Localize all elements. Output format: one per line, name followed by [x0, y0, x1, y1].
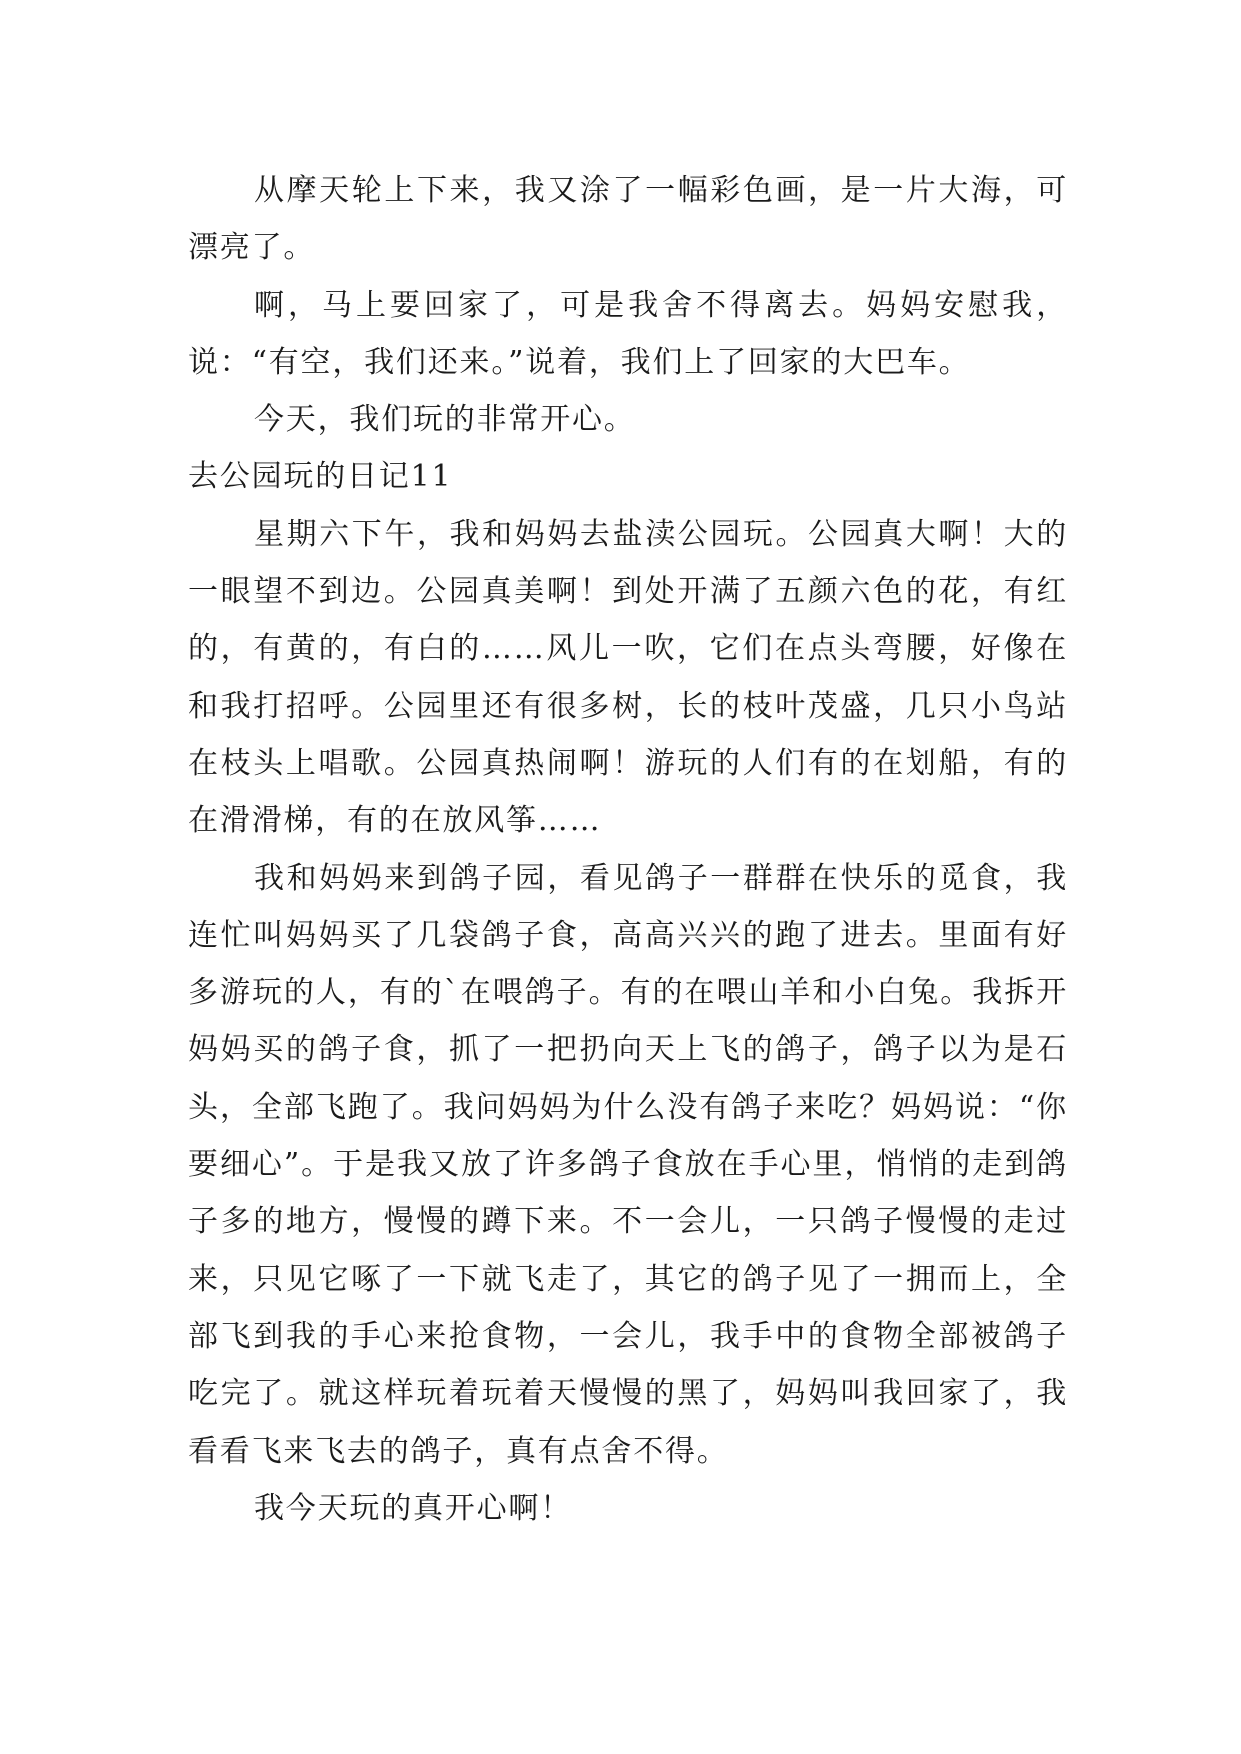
paragraph: 星期六下午，我和妈妈去盐渎公园玩。公园真大啊！大的一眼望不到边。公园真美啊！到处开满了五颜六色的花，有红的，有黄的，有白的……风儿一吹，它们在点头弯腰，好像在和我打招呼。公园里还有很多树，长的枝叶茂盛，几只小鸟站在枝头上唱歌。公园真热闹啊！游玩的人们有的在划船，有的在滑滑梯，有的在放风筝……	[188, 516, 1068, 839]
paragraph: 今天，我们玩的非常开心。	[254, 402, 636, 438]
paragraph: 我今天玩的真开心啊！	[254, 1490, 572, 1526]
document-body	[188, 162, 1068, 1537]
paragraph: 啊，马上要回家了，可是我舍不得离去。妈妈安慰我，说：“有空，我们还来。”说着，我们上了回家的大巴车。	[188, 287, 1068, 380]
section-heading: 去公园玩的日记11	[188, 459, 453, 495]
paragraph: 从摩天轮上下来，我又涂了一幅彩色画，是一片大海，可漂亮了。	[188, 173, 1068, 266]
paragraph: 我和妈妈来到鸽子园，看见鸽子一群群在快乐的觅食，我连忙叫妈妈买了几袋鸽子食，高高兴兴的跑了进去。里面有好多游玩的人，有的`在喂鸽子。有的在喂山羊和小白兔。我拆开妈妈买的鸽子食，抓了一把扔向天上飞的鸽子，鸽子以为是石头，全部飞跑了。我问妈妈为什么没有鸽子来吃？妈妈说：“你要细心”。于是我又放了许多鸽子食放在手心里，悄悄的走到鸽子多的地方，慢慢的蹲下来。不一会儿，一只鸽子慢慢的走过来，只见它啄了一下就飞走了，其它的鸽子见了一拥而上，全部飞到我的手心来抢食物，一会儿，我手中的食物全部被鸽子吃完了。就这样玩着玩着天慢慢的黑了，妈妈叫我回家了，我看看飞来飞去的鸽子，真有点舍不得。	[188, 860, 1068, 1469]
